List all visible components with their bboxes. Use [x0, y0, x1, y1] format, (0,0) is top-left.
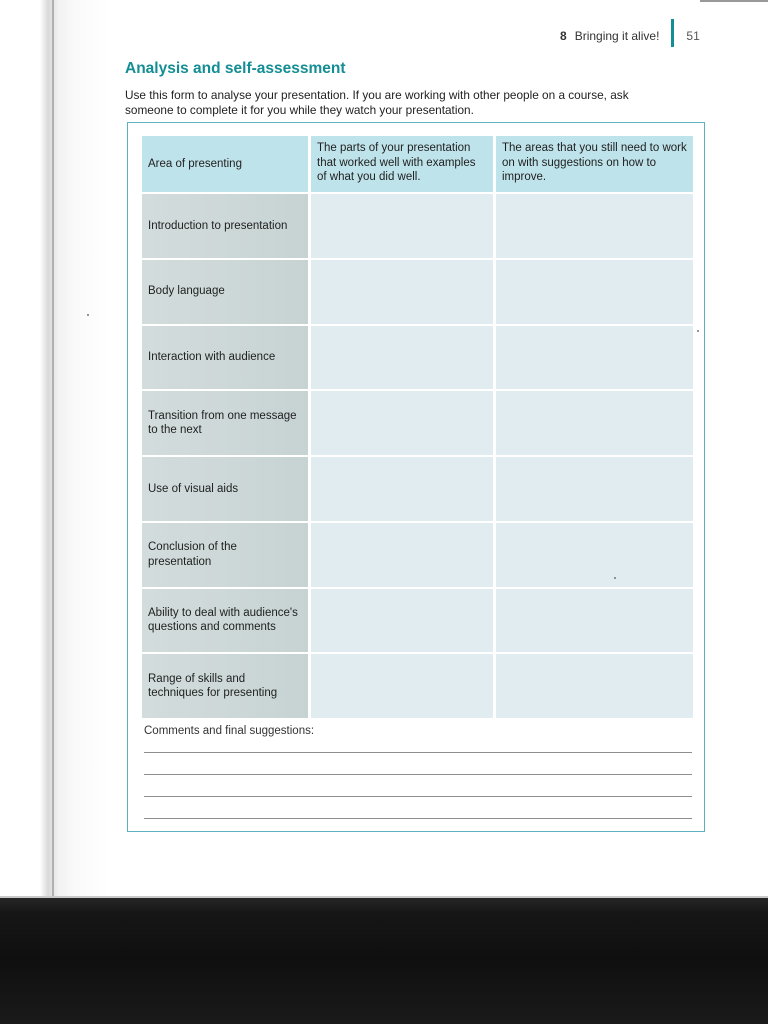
row-label-conclusion: Conclusion of the presentation — [142, 523, 308, 587]
comment-write-line — [144, 796, 692, 797]
assessment-table — [142, 136, 694, 718]
scanner-background — [0, 898, 768, 1024]
scan-speck — [697, 330, 699, 332]
answer-cell-worked-well — [311, 654, 493, 718]
row-label-questions: Ability to deal with audience's questions and comments — [142, 589, 308, 653]
answer-cell-to-improve — [496, 194, 693, 258]
column-header-area: Area of presenting — [142, 136, 308, 192]
answer-cell-to-improve — [496, 260, 693, 324]
answer-cell-worked-well — [311, 391, 493, 455]
row-label-body-language: Body language — [142, 260, 308, 324]
running-header — [560, 22, 700, 50]
scan-speck — [87, 314, 89, 316]
chapter-number: 8 — [560, 29, 567, 43]
page-spine-shadow — [52, 0, 54, 898]
row-label-transition: Transition from one message to the next — [142, 391, 308, 455]
header-divider — [671, 19, 674, 47]
row-label-introduction: Introduction to presentation — [142, 194, 308, 258]
answer-cell-to-improve — [496, 589, 693, 653]
intro-paragraph: Use this form to analyse your presentation. If you are working with other people on a course, ask someone to complete it for you while they watch your presentation. — [125, 88, 629, 117]
facing-page-edge — [700, 0, 768, 2]
row-label-range-of-skills: Range of skills and techniques for presenting — [142, 654, 308, 718]
answer-cell-worked-well — [311, 457, 493, 521]
answer-cell-worked-well — [311, 194, 493, 258]
column-header-worked-well: The parts of your presentation that worked well with examples of what you did well. — [311, 136, 493, 192]
answer-cell-to-improve — [496, 523, 693, 587]
row-label-visual-aids: Use of visual aids — [142, 457, 308, 521]
comment-write-line — [144, 818, 692, 819]
answer-cell-to-improve — [496, 326, 693, 390]
column-header-to-improve: The areas that you still need to work on with suggestions on how to improve. — [496, 136, 693, 192]
answer-cell-worked-well — [311, 326, 493, 390]
answer-cell-worked-well — [311, 260, 493, 324]
comment-write-line — [144, 752, 692, 753]
answer-cell-worked-well — [311, 523, 493, 587]
chapter-title: Bringing it alive! — [574, 29, 660, 43]
answer-cell-to-improve — [496, 391, 693, 455]
answer-cell-worked-well — [311, 589, 493, 653]
answer-cell-to-improve — [496, 654, 693, 718]
comment-write-line — [144, 774, 692, 775]
page-number: 51 — [686, 29, 700, 43]
comments-label: Comments and final suggestions: — [144, 725, 315, 737]
row-label-interaction: Interaction with audience — [142, 326, 308, 390]
scan-speck — [614, 577, 616, 579]
section-title: Analysis and self-assessment — [125, 60, 346, 77]
answer-cell-to-improve — [496, 457, 693, 521]
